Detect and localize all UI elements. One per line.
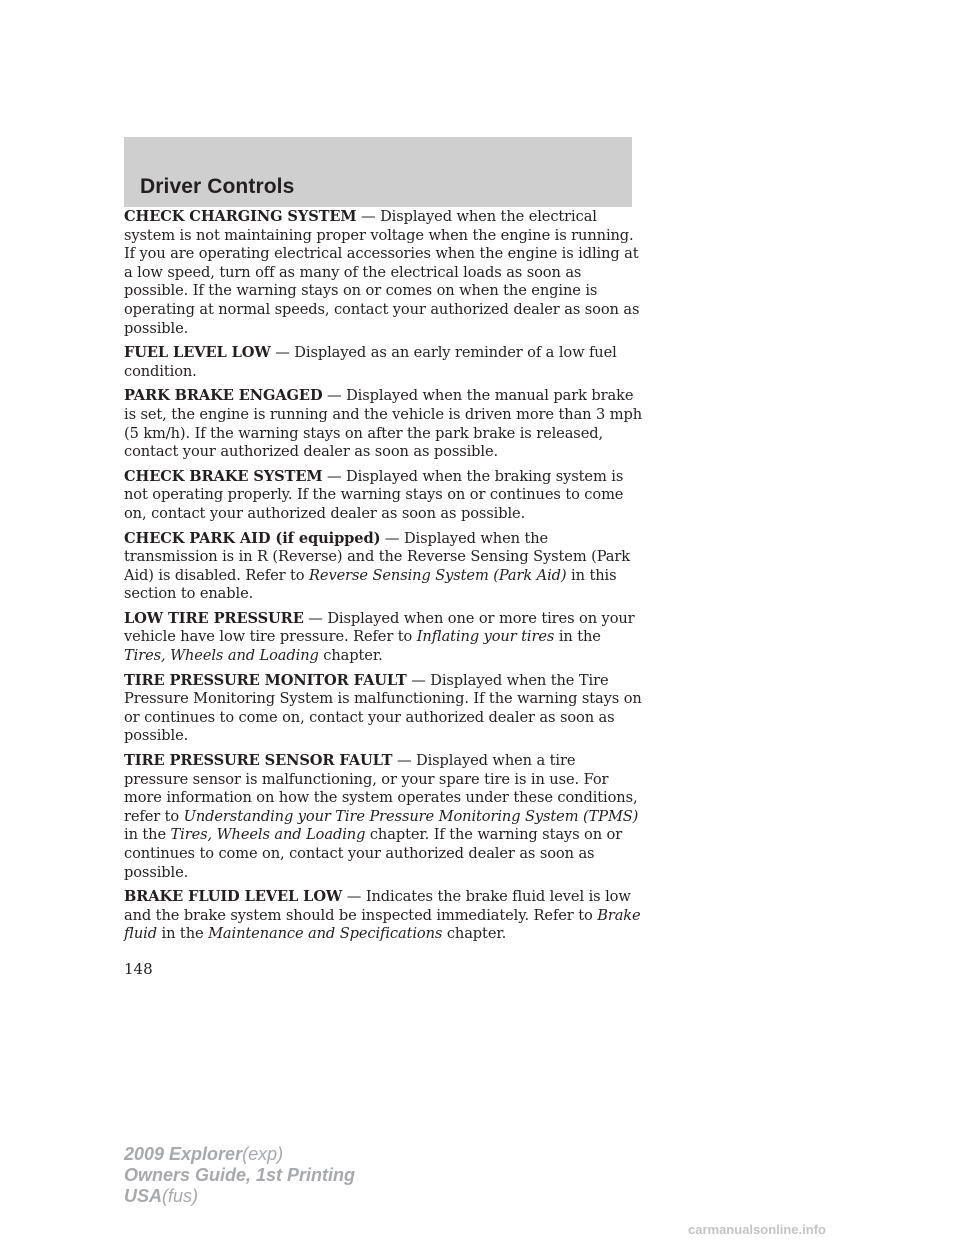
entry-text: — Displayed when a tire pressure sensor is malfunctioning, or your spare tire is in use. For more information on how the system operates under these conditions, refer to xyxy=(124,752,638,825)
entry-tire-pressure-monitor-fault xyxy=(124,672,644,746)
footer-printing: Owners Guide, 1st Printing xyxy=(124,1165,356,1185)
entry-term: CHECK CHARGING SYSTEM xyxy=(124,208,357,225)
entry-brake-fluid-level-low xyxy=(124,888,644,944)
entry-tire-pressure-sensor-fault xyxy=(124,752,644,882)
warning-messages-list xyxy=(124,208,644,950)
site-watermark: carmanualsonline.info xyxy=(688,1222,826,1237)
footer-market-code: (fus) xyxy=(162,1186,199,1206)
footer-line-market xyxy=(124,1186,355,1207)
section-title: Driver Controls xyxy=(140,175,295,198)
footer-market: USA xyxy=(124,1186,163,1206)
cross-reference: Understanding your Tire Pressure Monitoring System (TPMS) xyxy=(183,807,639,825)
entry-text: in the xyxy=(124,826,171,844)
cross-reference: Tires, Wheels and Loading xyxy=(170,826,366,844)
entry-fuel-level-low xyxy=(124,344,644,381)
entry-term: TIRE PRESSURE MONITOR FAULT xyxy=(124,671,407,689)
cross-reference: Inflating your tires xyxy=(416,628,555,646)
cross-reference: Reverse Sensing System (Park Aid) xyxy=(309,566,567,584)
footer-model-code: (exp) xyxy=(242,1144,284,1164)
entry-text: chapter. If the warning stays on or continues to come on, contact your authorized dealer as soon as possible. xyxy=(124,826,623,881)
entry-check-park-aid xyxy=(124,530,644,604)
entry-text: — Displayed as an early reminder of a low fuel condition. xyxy=(124,344,617,380)
entry-text: in the xyxy=(156,925,209,943)
entry-term: TIRE PRESSURE SENSOR FAULT xyxy=(124,752,393,770)
entry-check-brake-system xyxy=(124,468,644,524)
cross-reference: Brake fluid xyxy=(124,906,641,943)
print-footer xyxy=(124,1144,355,1207)
entry-text: — Displayed when one or more tires on your vehicle have low tire pressure. Refer to xyxy=(124,609,635,646)
entry-text: — Displayed when the electrical system is not maintaining proper voltage when the engine is running. If you are operating electrical accessories when the engine is idling at a low speed, turn off as many of the electrical loads as soon as possible. If the warning stays on or comes on when the engine is operating at normal speeds, contact your authorized dealer as soon as possible. xyxy=(124,208,640,337)
cross-reference: Maintenance and Specifications xyxy=(208,925,443,943)
entry-text: chapter. xyxy=(442,925,507,943)
footer-model: 2009 Explorer xyxy=(124,1144,243,1164)
entry-term: LOW TIRE PRESSURE xyxy=(124,609,304,627)
entry-term: BRAKE FLUID LEVEL LOW xyxy=(124,888,343,906)
entry-text: in the xyxy=(554,628,601,646)
entry-term: PARK BRAKE ENGAGED xyxy=(124,387,323,405)
section-header-band xyxy=(124,137,632,207)
entry-check-charging-system xyxy=(124,208,644,338)
cross-reference: Tires, Wheels and Loading xyxy=(124,647,319,665)
entry-text: — Displayed when the Tire Pressure Monitoring System is malfunctioning. If the warning stays on or continues to come on, contact your authorized dealer as soon as possible. xyxy=(124,671,642,745)
entry-text: — Displayed when the manual park brake is set, the engine is running and the vehicle is driven more than 3 mph (5 km/h). If the warning stays on after the park brake is released, contact your authorized dealer as soon as possible. xyxy=(124,387,643,461)
entry-term: CHECK PARK AID (if equipped) xyxy=(124,529,381,547)
entry-text: chapter. xyxy=(318,647,383,665)
entry-term: CHECK BRAKE SYSTEM xyxy=(124,467,323,485)
entry-term: FUEL LEVEL LOW xyxy=(124,344,271,362)
entry-text: — Displayed when the transmission is in R (Reverse) and the Reverse Sensing System (Park Aid) is disabled. Refer to xyxy=(124,529,630,584)
entry-park-brake-engaged xyxy=(124,387,644,461)
entry-text: — Displayed when the braking system is not operating properly. If the warning stays on or continues to come on, contact your authorized dealer as soon as possible. xyxy=(124,467,624,522)
entry-text: in this section to enable. xyxy=(124,566,617,603)
entry-low-tire-pressure xyxy=(124,610,644,666)
entry-text: — Indicates the brake fluid level is low and the brake system should be inspected immediately. Refer to xyxy=(124,888,631,924)
page-number: 148 xyxy=(124,960,153,978)
footer-line-model xyxy=(124,1144,355,1165)
